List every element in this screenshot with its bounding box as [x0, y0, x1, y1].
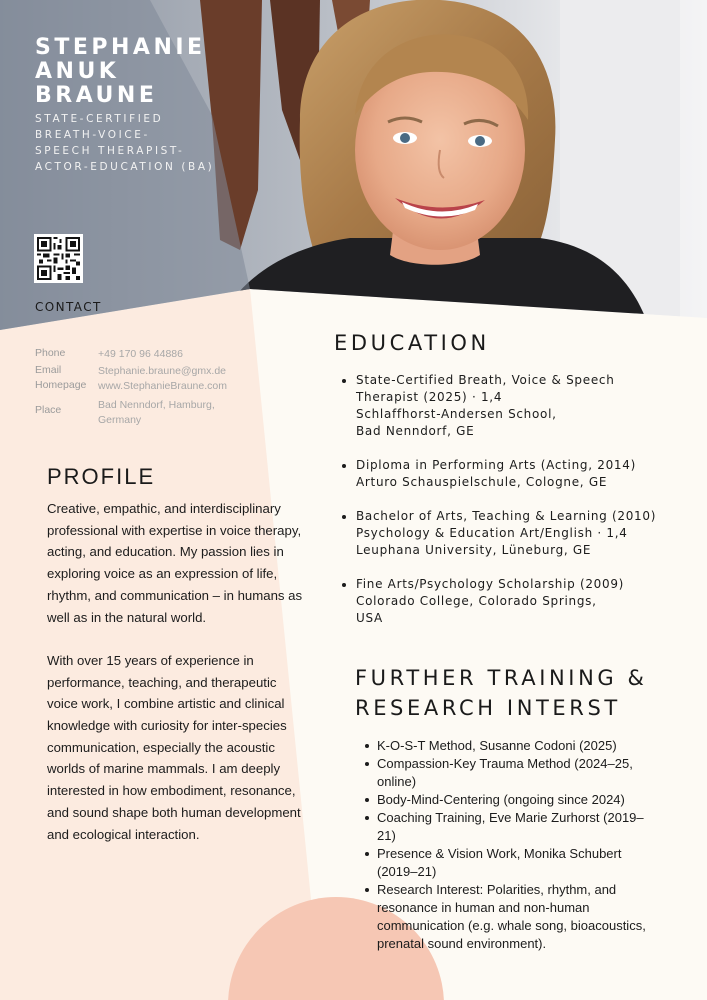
list-item — [340, 372, 680, 440]
list-item: Coaching Training, Eve Marie Zurhorst (2019–21) — [362, 809, 662, 845]
qr-code-icon[interactable] — [34, 234, 83, 283]
education-line: Psychology & Education Art/English · 1,4 — [356, 526, 628, 540]
phone-label: Phone — [35, 347, 66, 359]
education-line: State-Certified Breath, Voice & Speech — [356, 373, 615, 387]
homepage-value[interactable]: www.StephanieBraune.com — [98, 380, 227, 392]
list-item: K-O-S-T Method, Susanne Codoni (2025) — [362, 737, 662, 755]
job-title — [35, 111, 214, 175]
place-label: Place — [35, 404, 62, 416]
list-item: Compassion-Key Trauma Method (2024–25, online) — [362, 755, 662, 791]
list-item: Research Interest: Polarities, rhythm, and resonance in human and non-human communication (e.g. whale song, bioacoustics, prenatal sound environment). — [362, 881, 662, 953]
education-line: Therapist (2025) · 1,4 — [356, 390, 503, 404]
education-line: USA — [356, 611, 383, 625]
list-item — [340, 576, 680, 627]
education-line: Bachelor of Arts, Teaching & Learning (2010) — [356, 509, 657, 523]
job-title-line: STATE-CERTIFIED — [35, 113, 164, 125]
email-label: Email — [35, 364, 62, 376]
name-line: ANUK — [35, 59, 120, 84]
education-line: Diploma in Performing Arts (Acting, 2014) — [356, 458, 636, 472]
education-line: Fine Arts/Psychology Scholarship (2009) — [356, 577, 625, 591]
phone-value[interactable]: +49 170 96 44886 — [98, 348, 183, 360]
name-line: STEPHANIE — [35, 35, 206, 60]
heading-line: FURTHER TRAINING & — [355, 666, 648, 690]
heading-line: RESEARCH INTERST — [355, 696, 621, 720]
education-heading: EDUCATION — [334, 331, 490, 355]
education-line: Arturo Schauspielschule, Cologne, GE — [356, 475, 608, 489]
profile-heading: PROFILE — [47, 464, 156, 489]
education-list — [340, 372, 680, 644]
contact-heading: CONTACT — [35, 300, 102, 314]
email-value[interactable]: Stephanie.braune@gmx.de — [98, 365, 226, 377]
job-title-line: ACTOR-EDUCATION (BA) — [35, 161, 215, 173]
further-training-heading — [355, 663, 648, 723]
further-training-list — [362, 737, 662, 953]
profile-paragraph: With over 15 years of experience in performance, teaching, and therapeutic voice work, I combine artistic and clinical knowledge with curiosity for inter-species communication, especially the acoustic worlds of marine mammals. I am deeply interested in how embodiment, resonance, and sound shape both human development and ecological interaction. — [47, 652, 301, 842]
list-item: Body-Mind-Centering (ongoing since 2024) — [362, 791, 662, 809]
list-item: Presence & Vision Work, Monika Schubert (2019–21) — [362, 845, 662, 881]
homepage-label: Homepage — [35, 379, 87, 391]
job-title-line: SPEECH THERAPIST- — [35, 145, 185, 157]
education-line: Colorado College, Colorado Springs, — [356, 594, 597, 608]
place-value — [98, 398, 215, 428]
name-line: BRAUNE — [35, 83, 158, 108]
profile-paragraph: Creative, empathic, and interdisciplinary professional with expertise in voice therapy, acting, and education. My passion lies in exploring voice as an expression of life, rhythm, and communication – in humans as well as in the natural world. — [47, 501, 303, 625]
job-title-line: BREATH-VOICE- — [35, 129, 150, 141]
place-line: Germany — [98, 414, 142, 426]
list-item — [340, 508, 680, 559]
education-line: Leuphana University, Lüneburg, GE — [356, 543, 592, 557]
list-item — [340, 457, 680, 491]
person-name — [35, 36, 206, 108]
education-line: Schlaffhorst-Andersen School, — [356, 407, 557, 421]
education-line: Bad Nenndorf, GE — [356, 424, 475, 438]
profile-text — [47, 498, 309, 845]
place-line: Bad Nenndorf, Hamburg, — [98, 399, 215, 411]
